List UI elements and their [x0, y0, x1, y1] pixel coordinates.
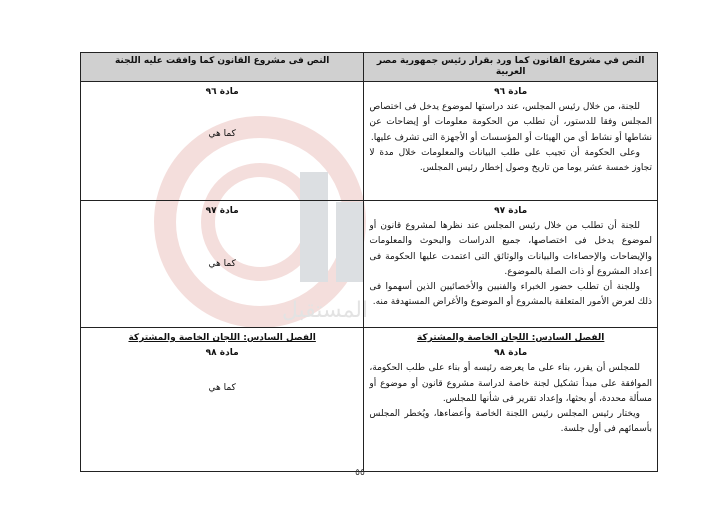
- committee-cell: [81, 82, 364, 201]
- original-cell: [364, 328, 658, 472]
- same-as-text: كما هي: [208, 129, 236, 140]
- article-title: مادة ٩٦: [205, 87, 239, 97]
- header-committee-text: النص فى مشروع القانون كما وافقت عليه اللجنة: [81, 53, 364, 82]
- chapter-heading: الفصل السادس: اللجان الخاصة والمشتركة: [416, 333, 605, 343]
- watermark-text: المستقبل: [281, 298, 369, 323]
- table-row: [81, 201, 658, 328]
- original-cell: [364, 82, 658, 201]
- article-title: مادة ٩٨: [494, 348, 528, 359]
- article-paragraph: للمجلس أن يقرر، بناء على ما يعرضه رئيسه أو بناء على طلب الحكومة، الموافقة على مبدأ تشكيل لجنة خاصة لدراسة مشروع قانون أو موضوع أو مسألة محددة، أو بحثها، وإعداد تقرير فى شأنها للمجلس.: [369, 363, 652, 404]
- committee-cell: [81, 201, 364, 328]
- article-paragraph: وللجنة أن تطلب حضور الخبراء والفنيين والأخصائيين الذين أسهموا فى ذلك لعرض الأمور المتعلقة بالمشروع أو الموضوع والأغراض المستهدفة منه.: [369, 282, 652, 308]
- header-original-text: النص في مشروع القانون كما ورد بقرار رئيس جمهورية مصر العربية: [364, 53, 658, 82]
- table-row: [81, 328, 658, 472]
- article-title: مادة ٩٨: [205, 348, 239, 359]
- same-as-text: كما هي: [208, 383, 236, 394]
- article-paragraph: وعلى الحكومة أن تجيب على طلب البيانات والمعلومات خلال مدة لا تجاوز خمسة عشر يوما من تاريخ وصول إخطار رئيس المجلس.: [369, 147, 652, 174]
- chapter-heading: الفصل السادس: اللجان الخاصة والمشتركة: [128, 333, 316, 343]
- article-paragraph: للجنة أن تطلب من خلال رئيس المجلس عند نظرها لمشروع قانون أو لموضوع يدخل فى اختصاصها، جميع الدراسات والبحوث والمعلومات والإيضاحات والإحصاءات والبيانات والوثائق التى اعتمدت عليها الحكومة فى إعداد المشروع أو ذات الصلة بالموضوع.: [369, 221, 652, 277]
- article-title: مادة ٩٦: [494, 87, 528, 97]
- same-as-text: كما هي: [208, 259, 236, 270]
- article-title: مادة ٩٧: [494, 206, 528, 216]
- article-title: مادة ٩٧: [205, 206, 239, 216]
- original-cell: [364, 201, 658, 328]
- committee-cell: [81, 328, 364, 472]
- page-number: ٥٥: [355, 468, 365, 478]
- article-paragraph: للجنة، من خلال رئيس المجلس، عند دراستها لموضوع يدخل فى اختصاص المجلس وفقا للدستور، أن تطلب من الحكومة معلومات أو إيضاحات عن نشاطها أو نشاط أى من الهيئات أو المؤسسات أو الأجهزة التى تشرف عليها.: [369, 102, 652, 143]
- article-paragraph: ويختار رئيس المجلس رئيس اللجنة الخاصة وأعضاءها، ويُخطر المجلس بأسمائهم فى أول جلسة.: [369, 409, 652, 435]
- table-row: [81, 82, 658, 201]
- comparison-table: [80, 52, 658, 472]
